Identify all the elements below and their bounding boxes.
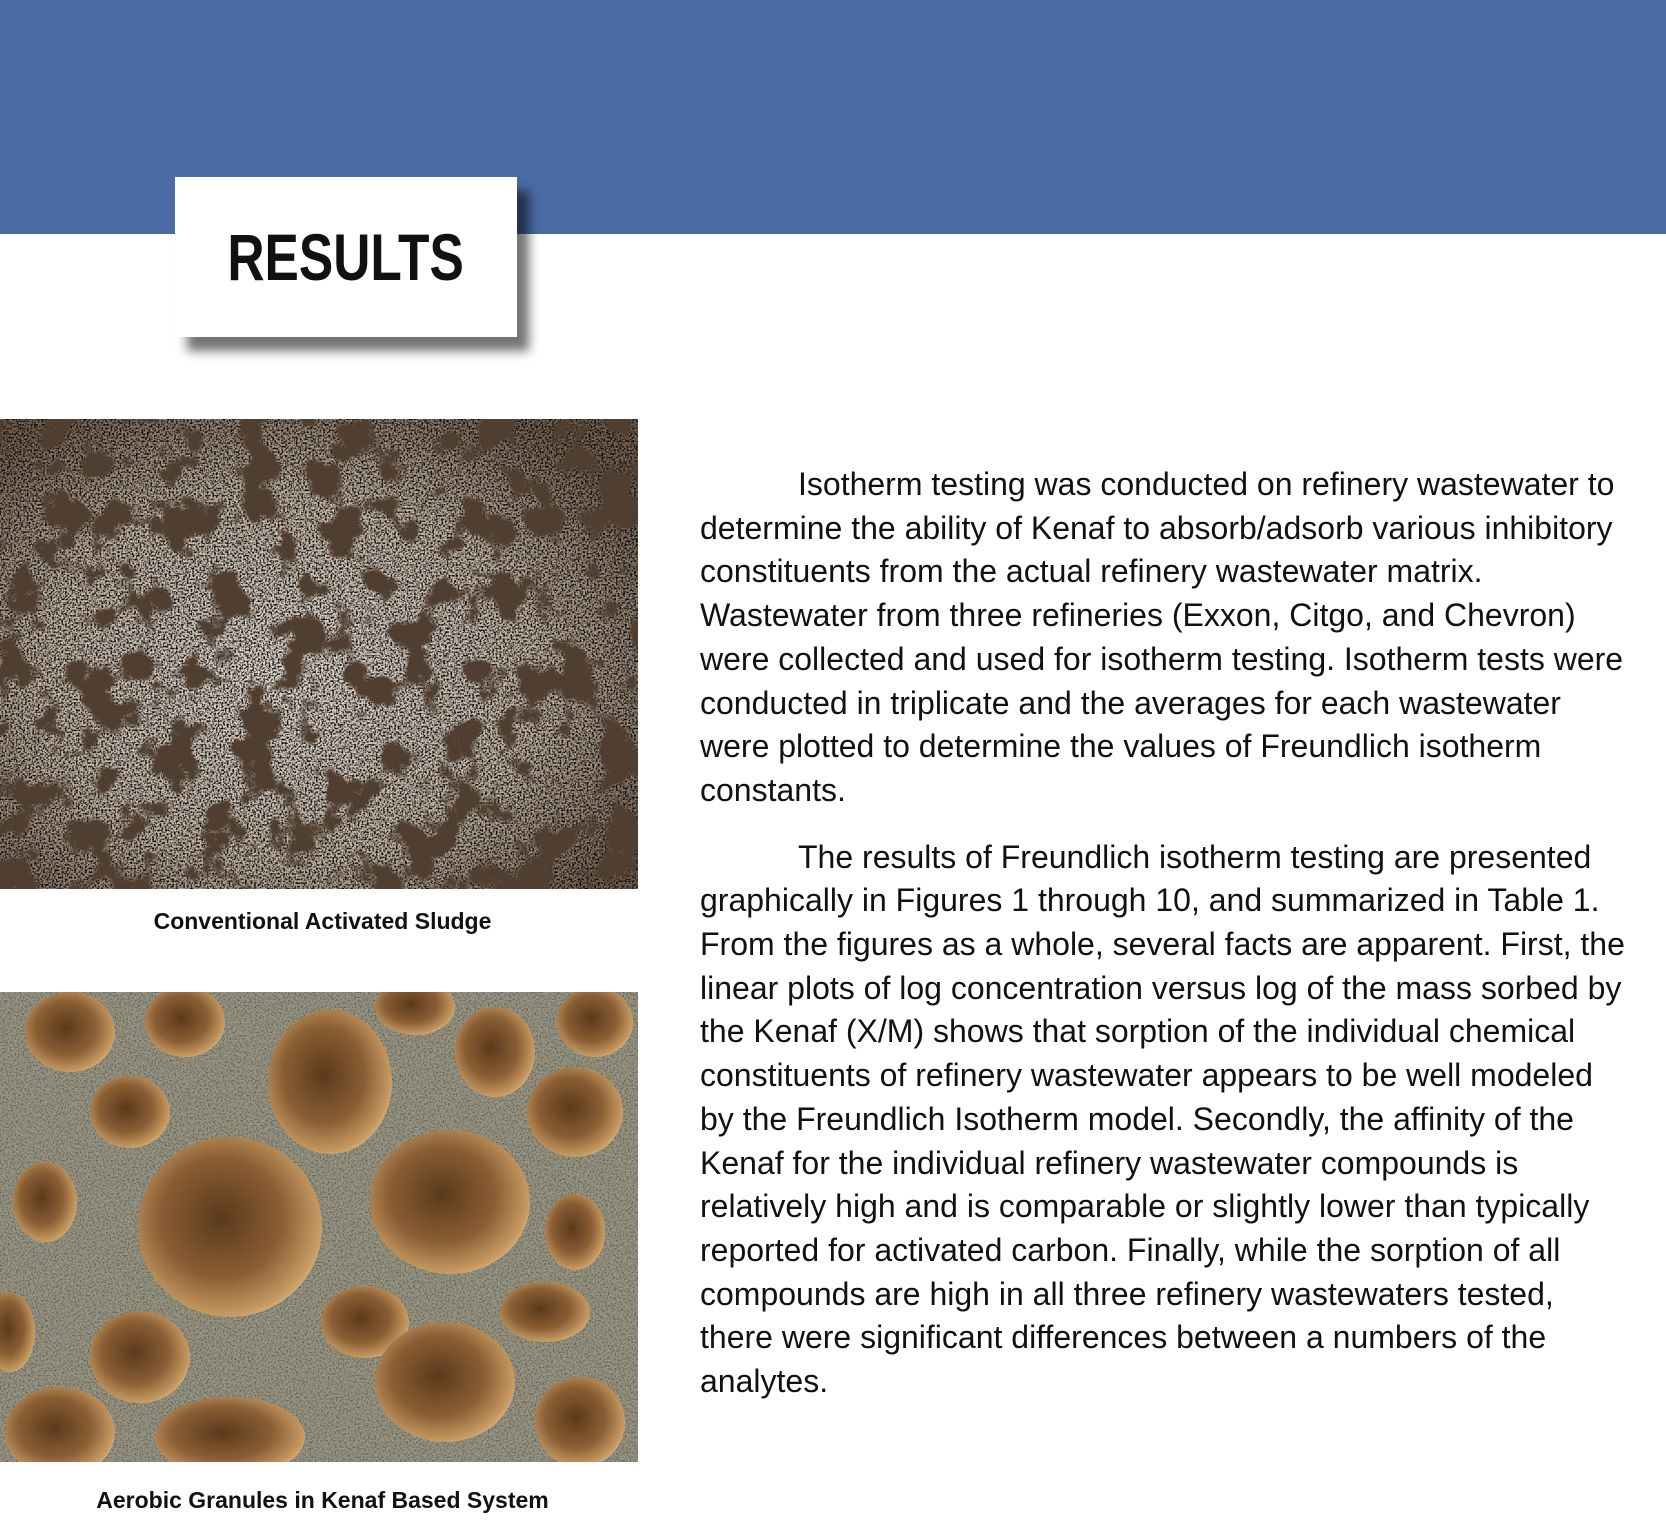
aerobic-granules-photo <box>0 992 638 1462</box>
paragraph-isotherm-testing: Isotherm testing was conducted on refinery wastewater to determine the ability of Kenaf to absorb/adsorb various inhibitory constituents from the actual refinery wastewater matrix. Wastewater from three refineries (Exxon, Citgo, and Chevron) were collected and used for isotherm testing. Isotherm tests were conducted in triplicate and the averages for each wastewater were plotted to determine the values of Freundlich isotherm constants. <box>700 466 1624 808</box>
paragraph-freundlich-results: The results of Freundlich isotherm testing are presented graphically in Figures 1 through 10, and summarized in Table 1. From the figures as a whole, several facts are apparent. First, the linear plots of log concentration versus log of the mass sorbed by the Kenaf (X/M) shows that sorption of the individual chemical constituents of refinery wastewater appears to be well modeled by the Freundlich Isotherm model. Secondly, the affinity of the Kenaf for the individual refinery wastewater compounds is relatively high and is comparable or slightly lower than typically reported for activated carbon. Finally, while the sorption of all compounds are high in all three refinery wastewaters tested, there were significant differences between a numbers of the analytes. <box>700 838 1625 1400</box>
figure-caption-sludge: Conventional Activated Sludge <box>153 908 492 934</box>
section-title-card <box>175 177 517 337</box>
results-body-text <box>700 463 1625 1427</box>
activated-sludge-photo <box>0 419 638 889</box>
section-title: RESULTS <box>227 220 465 294</box>
figure-caption-granules: Aerobic Granules in Kenaf Based System <box>96 1487 549 1513</box>
